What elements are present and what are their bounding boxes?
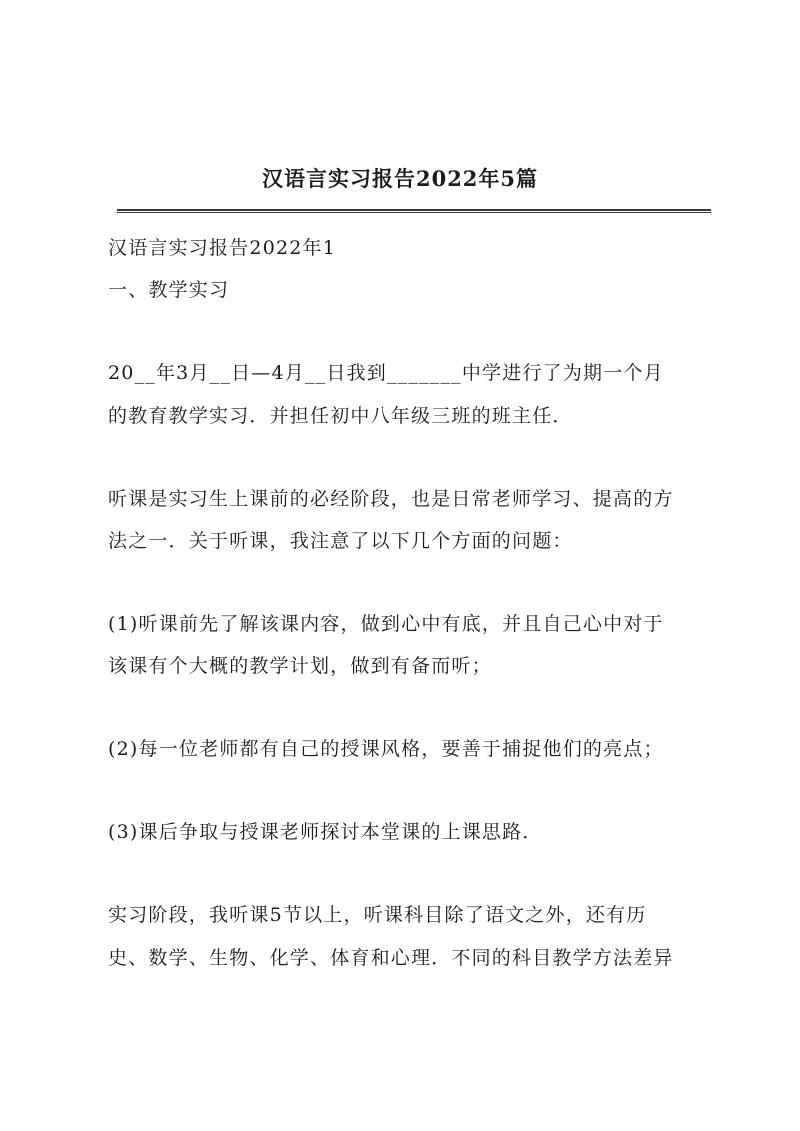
paragraph-2-line-1: 听课是实习生上课前的必经阶段，也是日常老师学习、提高的方 [108,488,674,510]
paragraph-1-line-1: 20__年3月__日—4月__日我到_______中学进行了为期一个月 [108,362,664,384]
paragraph-6-line-2: 史、数学、生物、化学、体育和心理．不同的科目教学方法差异 [108,947,674,969]
paragraph-5-line-1: (3)课后争取与授课老师探讨本堂课的上课思路． [108,821,543,843]
paragraph-6-line-1: 实习阶段，我听课5节以上，听课科目除了语文之外，还有历 [108,904,647,926]
subtitle: 汉语言实习报告2022年1 [108,237,337,259]
section-heading: 一、教学实习 [108,279,230,301]
paragraph-3-line-1: (1)听课前先了解该课内容，做到心中有底，并且自己心中对于 [108,613,664,635]
paragraph-2-line-2: 法之一．关于听课，我注意了以下几个方面的问题： [108,530,573,552]
paragraph-4-line-1: (2)每一位老师都有自己的授课风格，要善于捕捉他们的亮点； [108,738,664,760]
paragraph-1-line-2: 的教育教学实习．并担任初中八年级三班的班主任． [108,405,573,427]
document-title: 汉语言实习报告2022年5篇 [261,166,539,191]
title-divider [117,209,711,213]
paragraph-3-line-2: 该课有个大概的教学计划，做到有备而听； [108,655,492,677]
